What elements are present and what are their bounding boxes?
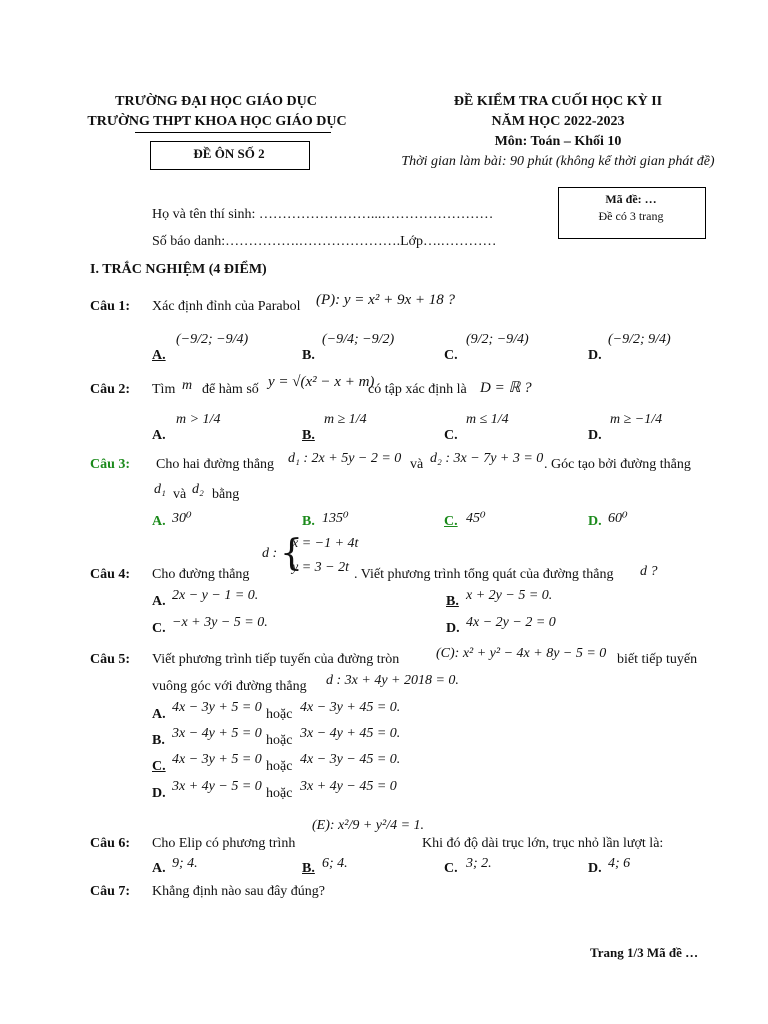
question-label: Câu 5: bbox=[90, 652, 131, 667]
option-c-label: C. bbox=[152, 621, 166, 636]
question-text: Tìm bbox=[152, 382, 176, 397]
domain-formula: D = ℝ ? bbox=[480, 380, 532, 396]
option-b-value: 6; 4. bbox=[322, 856, 348, 871]
line-d1-ref: d₁ bbox=[154, 482, 166, 497]
option-a-label: A. bbox=[152, 594, 166, 609]
or-text: hoặc bbox=[266, 707, 293, 722]
question-label: Câu 2: bbox=[90, 382, 131, 397]
header-divider bbox=[135, 132, 331, 133]
parabola-formula: (P): y = x² + 9x + 18 ? bbox=[316, 292, 455, 308]
circle-formula: (C): x² + y² − 4x + 8y − 5 = 0 bbox=[436, 646, 607, 661]
variable-m: m bbox=[182, 378, 193, 393]
option-a-value-2: 4x − 3y + 45 = 0. bbox=[300, 700, 401, 715]
question-text: Khẳng định nào sau đây đúng? bbox=[152, 884, 326, 899]
option-c-value: 3; 2. bbox=[466, 856, 492, 871]
question-text: và bbox=[410, 457, 424, 472]
option-b-label: B. bbox=[302, 348, 315, 363]
option-b-value: 135⁰ bbox=[322, 511, 349, 526]
line-d2-ref: d₂ bbox=[192, 482, 204, 497]
question-label: Câu 1: bbox=[90, 299, 131, 314]
school-year: NĂM HỌC 2022-2023 bbox=[491, 114, 625, 129]
question-label: Câu 6: bbox=[90, 836, 131, 851]
system-eq-2: y = 3 − 2t bbox=[292, 560, 349, 575]
option-c-label: C. bbox=[152, 759, 166, 774]
question-label: Câu 7: bbox=[90, 884, 131, 899]
question-text: vuông góc với đường thẳng bbox=[152, 679, 307, 694]
or-text: hoặc bbox=[266, 733, 293, 748]
or-text: hoặc bbox=[266, 786, 293, 801]
line-d1: d₁ : 2x + 5y − 2 = 0 bbox=[288, 451, 402, 466]
option-c-label: C. bbox=[444, 348, 458, 363]
option-a-label: A. bbox=[152, 514, 166, 529]
question-text: và bbox=[173, 487, 187, 502]
option-b-label: B. bbox=[302, 514, 315, 529]
option-a-value: (−9/2; −9/4) bbox=[176, 332, 249, 347]
option-c-label: C. bbox=[444, 861, 458, 876]
option-c-label: C. bbox=[444, 428, 458, 443]
exam-number-label: ĐỀ ÔN SỐ 2 bbox=[193, 146, 265, 161]
option-a-value: 9; 4. bbox=[172, 856, 198, 871]
section-title: I. TRẮC NGHIỆM (4 ĐIỂM) bbox=[90, 262, 267, 277]
question-text: để hàm số bbox=[202, 382, 259, 397]
option-a-label: A. bbox=[152, 861, 166, 876]
option-d-value: 4x − 2y − 2 = 0 bbox=[466, 615, 556, 630]
option-a-label: A. bbox=[152, 428, 166, 443]
function-formula: y = √(x² − x + m) bbox=[268, 374, 375, 390]
option-b-value: (−9/4; −9/2) bbox=[322, 332, 395, 347]
option-d-value: m ≥ −1/4 bbox=[610, 412, 663, 427]
option-d-value: 4; 6 bbox=[608, 856, 631, 871]
option-a-label: A. bbox=[152, 348, 166, 363]
line-d2: d₂ : 3x − 7y + 3 = 0 bbox=[430, 451, 544, 466]
system-eq-1: x = −1 + 4t bbox=[292, 536, 359, 551]
question-text: . Viết phương trình tổng quát của đường thẳng bbox=[354, 567, 614, 582]
question-text: Cho đường thẳng bbox=[152, 567, 250, 582]
option-c-value-2: 4x − 3y − 45 = 0. bbox=[300, 752, 401, 767]
student-name-line[interactable]: Họ và tên thí sinh: ……………………...…………………… bbox=[152, 207, 494, 222]
question-text: Khi đó độ dài trục lớn, trục nhỏ lần lượt là: bbox=[422, 836, 664, 851]
option-c-value: (9/2; −9/4) bbox=[466, 332, 529, 347]
or-text: hoặc bbox=[266, 759, 293, 774]
option-c-value: 4x − 3y + 5 = 0 bbox=[172, 752, 262, 767]
subject: Môn: Toán – Khối 10 bbox=[494, 134, 622, 149]
line-formula: d : 3x + 4y + 2018 = 0. bbox=[326, 673, 459, 688]
question-text: . Góc tạo bởi đường thẳng bbox=[544, 457, 691, 472]
page-count: Đề có 3 trang bbox=[598, 209, 664, 223]
option-b-label: B. bbox=[446, 594, 459, 609]
question-text: Viết phương trình tiếp tuyến của đường tròn bbox=[152, 652, 400, 667]
option-d-label: D. bbox=[152, 786, 166, 801]
question-label: Câu 4: bbox=[90, 567, 131, 582]
option-b-value: 3x − 4y + 5 = 0 bbox=[172, 726, 262, 741]
option-d-label: D. bbox=[588, 428, 602, 443]
option-c-value: −x + 3y − 5 = 0. bbox=[172, 615, 268, 630]
option-a-value: 4x − 3y + 5 = 0 bbox=[172, 700, 262, 715]
option-d-value: (−9/2; 9/4) bbox=[608, 332, 671, 347]
option-a-value: m > 1/4 bbox=[176, 412, 221, 427]
high-school-name: TRƯỜNG THPT KHOA HỌC GIÁO DỤC bbox=[87, 114, 347, 129]
question-text: bằng bbox=[212, 487, 240, 502]
option-c-value: 45⁰ bbox=[466, 511, 486, 526]
page-footer: Trang 1/3 Mã đề … bbox=[590, 945, 699, 960]
option-b-label: B. bbox=[152, 733, 165, 748]
option-b-value: m ≥ 1/4 bbox=[324, 412, 367, 427]
question-text: biết tiếp tuyến bbox=[617, 652, 698, 667]
option-d-value: 60⁰ bbox=[608, 511, 628, 526]
option-b-value: x + 2y − 5 = 0. bbox=[466, 588, 553, 603]
option-d-value-2: 3x + 4y − 45 = 0 bbox=[300, 779, 397, 794]
option-b-label: B. bbox=[302, 428, 315, 443]
option-d-label: D. bbox=[588, 348, 602, 363]
option-a-value: 30⁰ bbox=[172, 511, 192, 526]
option-d-label: D. bbox=[446, 621, 460, 636]
question-text: có tập xác định là bbox=[368, 382, 467, 397]
system-name: d : bbox=[262, 546, 278, 561]
brace-icon: { bbox=[280, 533, 303, 574]
school-name: TRƯỜNG ĐẠI HỌC GIÁO DỤC bbox=[115, 94, 317, 109]
option-b-label: B. bbox=[302, 861, 315, 876]
ellipse-formula: (E): x²/9 + y²/4 = 1. bbox=[312, 818, 425, 833]
option-d-value: 3x + 4y − 5 = 0 bbox=[172, 779, 262, 794]
question-text: Cho Elip có phương trình bbox=[152, 836, 296, 851]
option-c-label: C. bbox=[444, 514, 458, 529]
option-d-label: D. bbox=[588, 861, 602, 876]
option-a-value: 2x − y − 1 = 0. bbox=[172, 588, 259, 603]
option-d-label: D. bbox=[588, 514, 602, 529]
option-a-label: A. bbox=[152, 707, 166, 722]
question-text: Xác định đỉnh của Parabol bbox=[152, 299, 301, 314]
option-c-value: m ≤ 1/4 bbox=[466, 412, 509, 427]
question-label: Câu 3: bbox=[90, 457, 131, 472]
option-b-value-2: 3x − 4y + 45 = 0. bbox=[300, 726, 401, 741]
line-d-ref: d ? bbox=[640, 564, 658, 579]
exam-code: Mã đề: … bbox=[605, 192, 657, 206]
student-id-line[interactable]: Số báo danh:…………….………………….Lớp….………… bbox=[152, 234, 497, 249]
time-allowed: Thời gian làm bài: 90 phút (không kể thời gian phát đề) bbox=[401, 154, 715, 169]
question-text: Cho hai đường thẳng bbox=[156, 457, 275, 472]
exam-title: ĐỀ KIỂM TRA CUỐI HỌC KỲ II bbox=[453, 94, 663, 109]
